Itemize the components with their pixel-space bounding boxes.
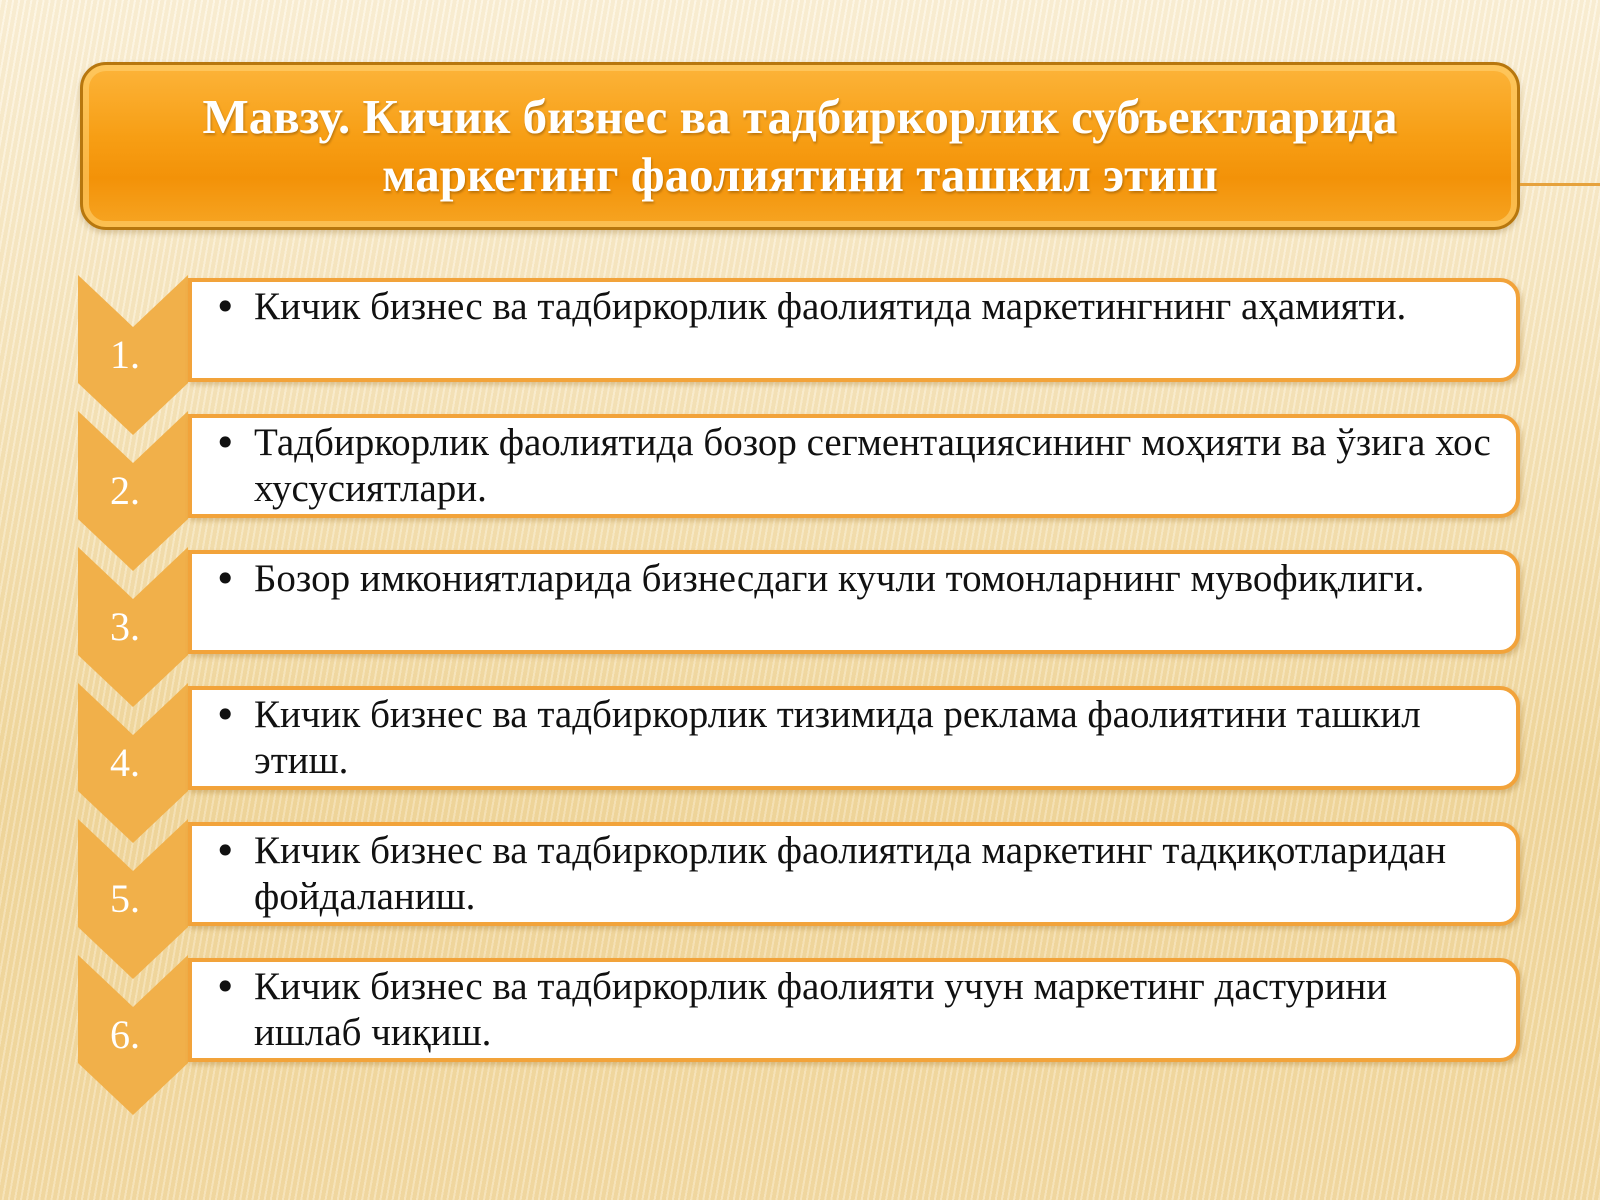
step-number-1: 1. xyxy=(110,332,140,377)
step-number-2: 2. xyxy=(110,468,140,513)
bullet-icon: • xyxy=(214,421,237,465)
step-text-2: Тадбиркорлик фаолиятида бозор сегментациясининг моҳияти ва ўзига хос хусусиятлари. xyxy=(254,421,1491,510)
step-box-4 xyxy=(188,686,1520,790)
step-text-4: Кичик бизнес ва тадбиркорлик тизимида реклама фаолиятини ташкил этиш. xyxy=(254,693,1421,782)
slide-title: Мавзу. Кичик бизнес ва тадбиркорлик субъектларида маркетинг фаолиятини ташкил этиш xyxy=(202,89,1398,202)
step-number-4: 4. xyxy=(110,740,140,785)
step-box-5 xyxy=(188,822,1520,926)
title-accent-line xyxy=(1520,183,1600,186)
bullet-icon: • xyxy=(214,285,237,329)
step-box-1 xyxy=(188,278,1520,382)
step-box-2 xyxy=(188,414,1520,518)
step-box-6 xyxy=(188,958,1520,1062)
bullet-icon: • xyxy=(214,693,237,737)
step-box-3 xyxy=(188,550,1520,654)
step-text-1: Кичик бизнес ва тадбиркорлик фаолиятида маркетингнинг аҳамияти. xyxy=(254,285,1407,328)
bullet-icon: • xyxy=(214,557,237,601)
step-number-5: 5. xyxy=(110,876,140,921)
bullet-icon: • xyxy=(214,829,237,873)
step-text-3: Бозор имкониятларида бизнесдаги кучли томонларнинг мувофиқлиги. xyxy=(254,557,1425,600)
bullet-icon: • xyxy=(214,965,237,1009)
step-number-3: 3. xyxy=(110,604,140,649)
step-number-6: 6. xyxy=(110,1012,140,1057)
step-text-5: Кичик бизнес ва тадбиркорлик фаолиятида маркетинг тадқиқотларидан фойдаланиш. xyxy=(254,829,1447,918)
step-text-6: Кичик бизнес ва тадбиркорлик фаолияти учун маркетинг дастурини ишлаб чиқиш. xyxy=(254,965,1388,1054)
title-banner xyxy=(80,62,1520,230)
